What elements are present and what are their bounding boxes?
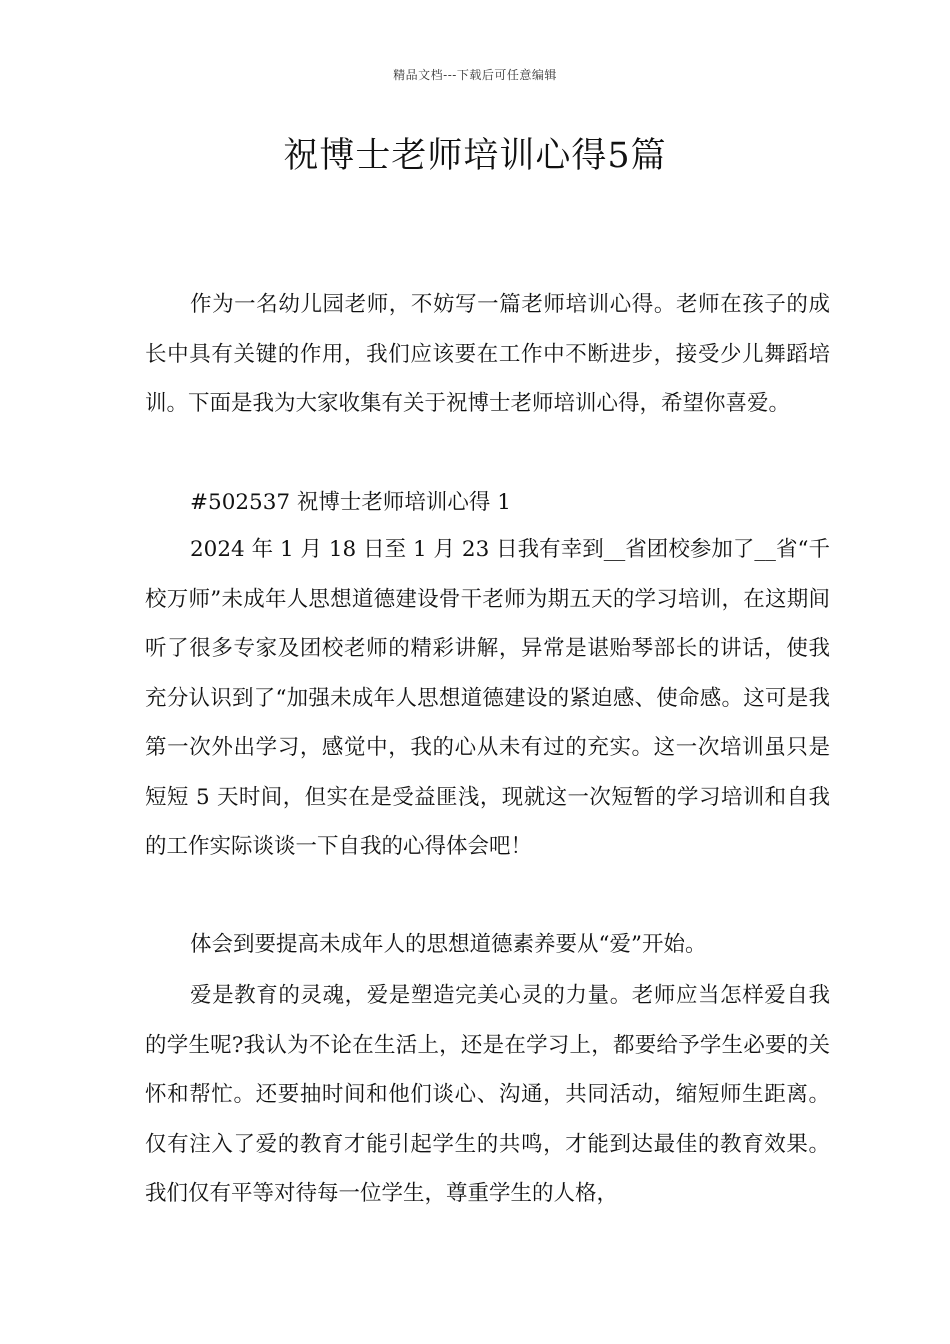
header-note: 精品文档---下载后可任意编辑	[393, 68, 557, 82]
body-paragraph: 爱是教育的灵魂，爱是塑造完美心灵的力量。老师应当怎样爱自我的学生呢?我认为不论在生活上，还是在学习上，都要给予学生必要的关怀和帮忙。还要抽时间和他们谈心、沟通，共同活动，缩短师生距离。仅有注入了爱的教育才能引起学生的共鸣，才能到达最佳的教育效果。我们仅有平等对待每一位学生，尊重学生的人格，	[145, 983, 830, 1206]
section-heading: #502537 祝博士老师培训心得 1	[190, 490, 511, 515]
body-paragraph: 体会到要提高未成年人的思想道德素养要从“爱”开始。	[190, 932, 707, 957]
body-paragraph: 2024 年 1 月 18 日至 1 月 23 日我有幸到__省团校参加了__省“千校万师”未成年人思想道德建设骨干老师为期五天的学习培训，在这期间听了很多专家及团校老师的精彩讲解，异常是谌贻琴部长的讲话，使我充分认识到了“加强未成年人思想道德建设的紧迫感、使命感。这可是我第一次外出学习，感觉中，我的心从未有过的充实。这一次培训虽只是短短 5 天时间，但实在是受益匪浅，现就这一次短暂的学习培训和自我的工作实际谈谈一下自我的心得体会吧！	[145, 537, 830, 859]
intro-paragraph: 作为一名幼儿园老师，不妨写一篇老师培训心得。老师在孩子的成长中具有关键的作用，我们应该要在工作中不断进步，接受少儿舞蹈培训。下面是我为大家收集有关于祝博士老师培训心得，希望你喜爱。	[145, 292, 830, 416]
document-title: 祝博士老师培训心得5篇	[283, 136, 667, 176]
